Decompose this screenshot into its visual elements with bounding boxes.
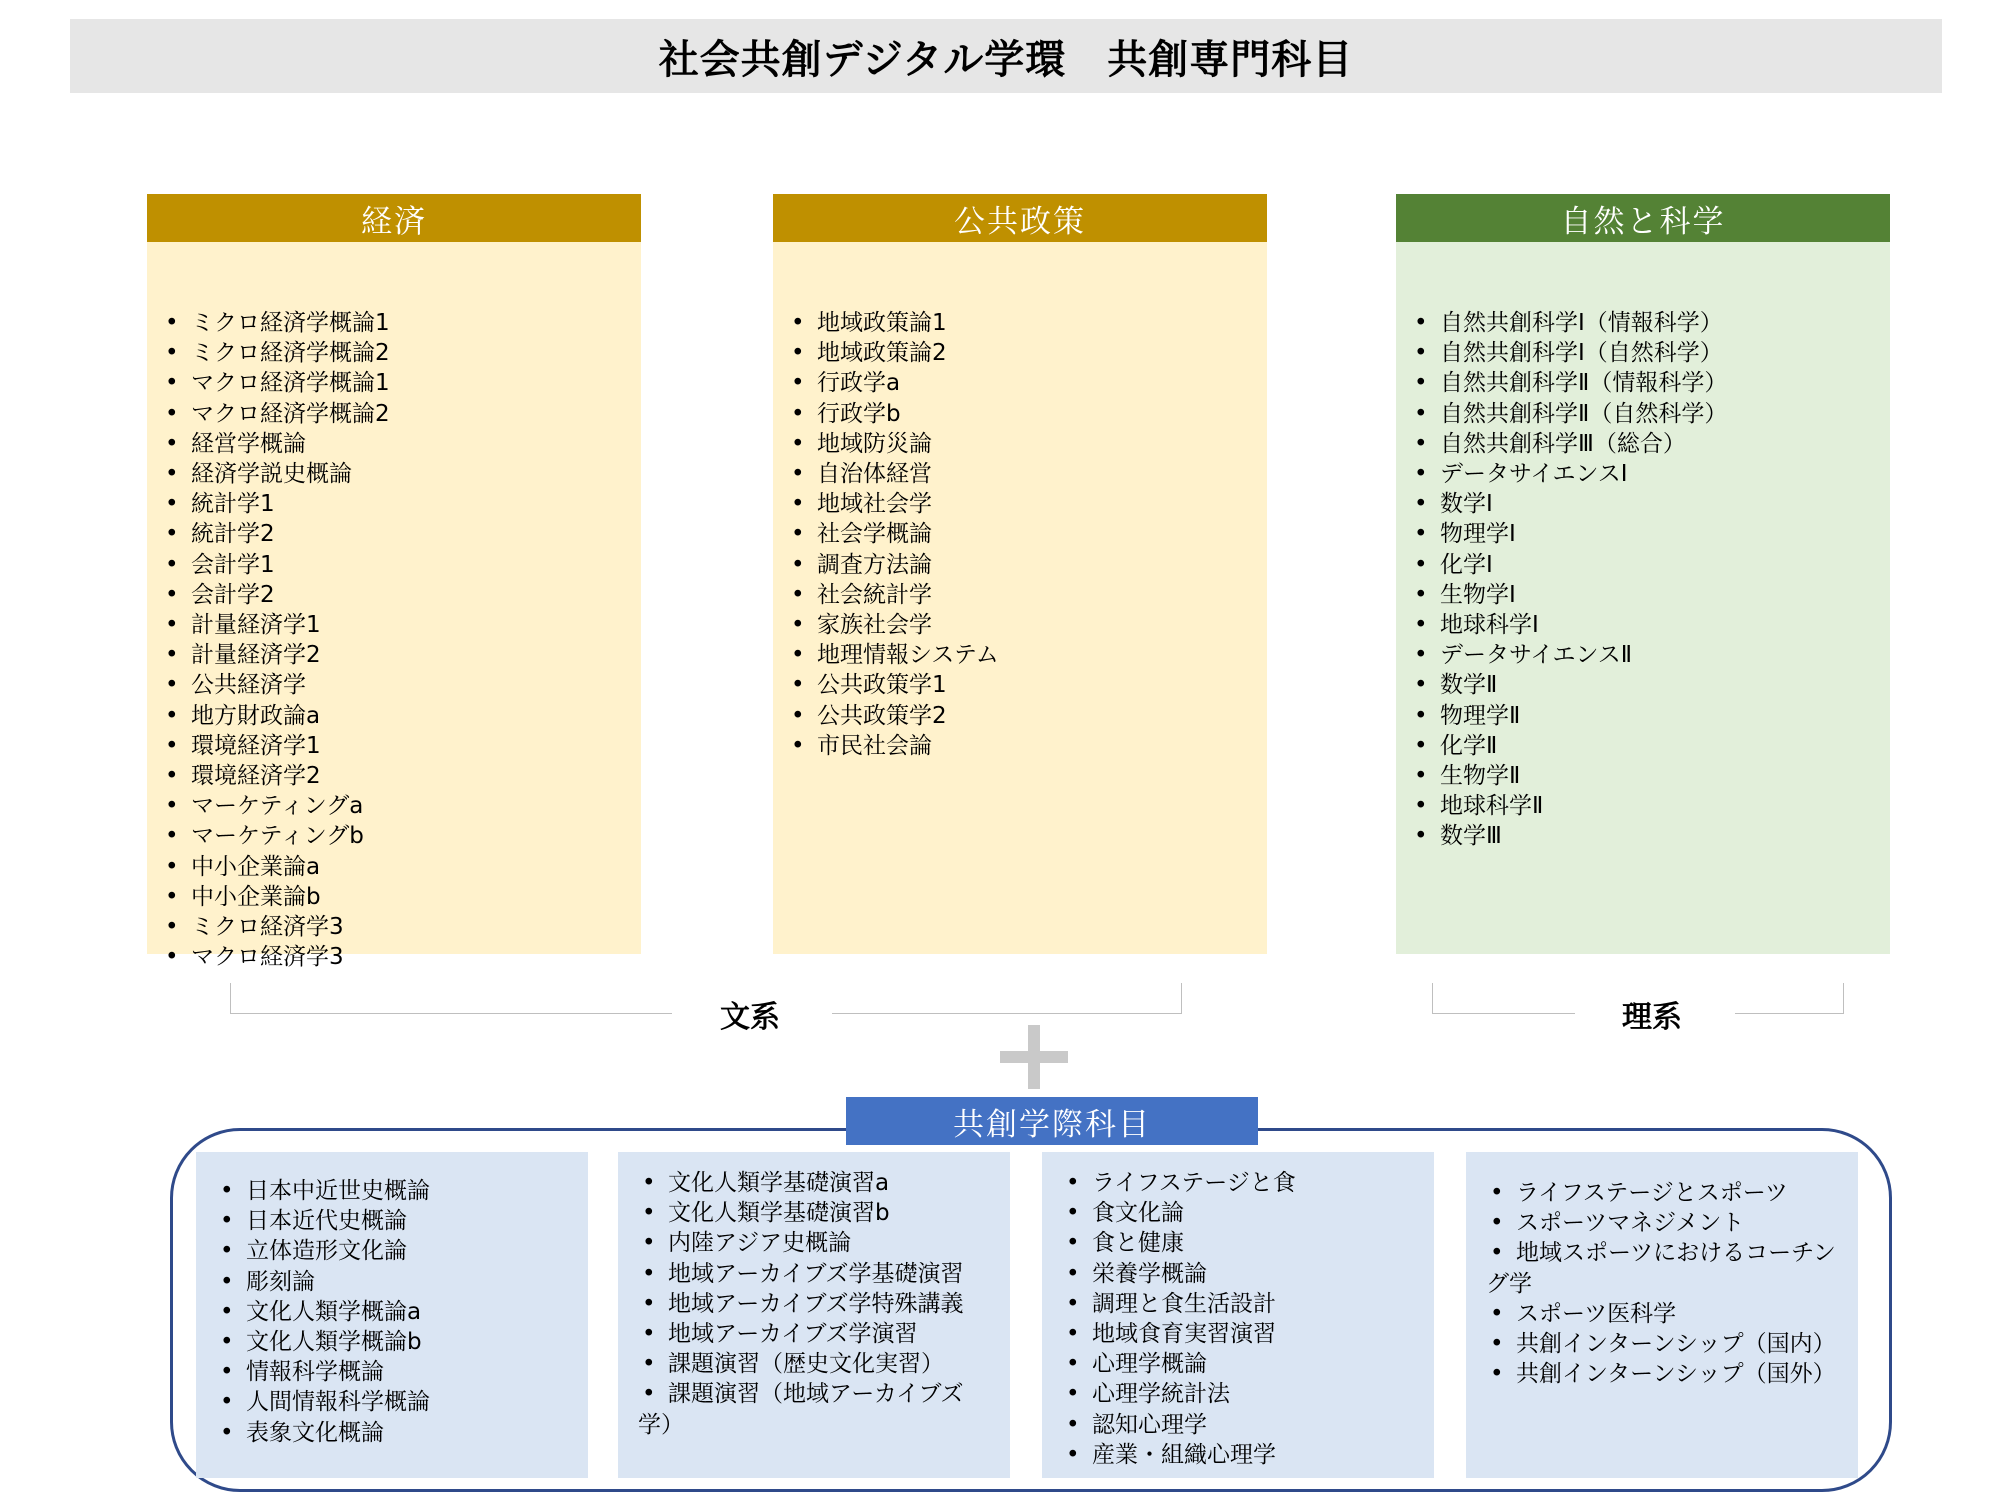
list-item: • 地球科学Ⅰ — [1410, 610, 1890, 640]
bunkei-label: 文系 — [720, 1000, 780, 1035]
panel-shizen-list — [1410, 308, 1890, 852]
list-item: • マクロ経済学概論1 — [161, 368, 641, 398]
list-item: • 生物学Ⅰ — [1410, 580, 1890, 610]
list-item: • 自然共創科学Ⅰ（情報科学） — [1410, 308, 1890, 338]
list-item: • 彫刻論 — [216, 1267, 574, 1297]
list-item: • 化学Ⅰ — [1410, 550, 1890, 580]
list-item: • 地域アーカイブズ学基礎演習 — [638, 1259, 996, 1289]
list-item: • 中小企業論b — [161, 882, 641, 912]
panel-kokyo-body — [773, 242, 1267, 954]
list-item: • 数学Ⅲ — [1410, 821, 1890, 851]
list-item: • 内陸アジア史概論 — [638, 1228, 996, 1258]
list-item: • 会計学1 — [161, 550, 641, 580]
title-bar — [70, 19, 1942, 93]
list-item: • 文化人類学概論b — [216, 1327, 574, 1357]
list-item: • 地域アーカイブズ学特殊講義 — [638, 1289, 996, 1319]
list-item: • 課題演習（歴史文化実習） — [638, 1349, 996, 1379]
list-item: • 地域政策論1 — [787, 308, 1267, 338]
list-item: • マクロ経済学3 — [161, 942, 641, 972]
list-item: • 中小企業論a — [161, 852, 641, 882]
list-item: • 地球科学Ⅱ — [1410, 791, 1890, 821]
list-item: • 行政学b — [787, 399, 1267, 429]
panel-kokyo-header: 公共政策 — [773, 194, 1267, 242]
panel-keizai-list — [161, 308, 641, 972]
panel-keizai-body — [147, 242, 641, 971]
list-item: • 調査方法論 — [787, 550, 1267, 580]
list-item: • 家族社会学 — [787, 610, 1267, 640]
list-item: • 数学Ⅱ — [1410, 670, 1890, 700]
list-item: • 日本中近世史概論 — [216, 1176, 574, 1206]
list-item: • 経営学概論 — [161, 429, 641, 459]
list-item: • 統計学1 — [161, 489, 641, 519]
list-item: • 立体造形文化論 — [216, 1236, 574, 1266]
list-item: • ライフステージとスポーツ — [1486, 1178, 1844, 1208]
list-item: • 自然共創科学Ⅱ（自然科学） — [1410, 399, 1890, 429]
list-item: • 数学Ⅰ — [1410, 489, 1890, 519]
list-item: • 心理学統計法 — [1062, 1379, 1420, 1409]
list-item: • 心理学概論 — [1062, 1349, 1420, 1379]
list-item: • 情報科学概論 — [216, 1357, 574, 1387]
list-item: • データサイエンスⅡ — [1410, 640, 1890, 670]
list-item: • 地域スポーツにおけるコーチング学 — [1486, 1238, 1844, 1298]
list-item: • 文化人類学基礎演習b — [638, 1198, 996, 1228]
panel-keizai-header: 経済 — [147, 194, 641, 242]
list-item: • 生物学Ⅱ — [1410, 761, 1890, 791]
list-item: • 食文化論 — [1062, 1198, 1420, 1228]
panel-shizen-header: 自然と科学 — [1396, 194, 1890, 242]
list-item: • 地域アーカイブズ学演習 — [638, 1319, 996, 1349]
list-item: • 会計学2 — [161, 580, 641, 610]
list-item: • ミクロ経済学概論1 — [161, 308, 641, 338]
interdisciplinary-list-2 — [638, 1168, 996, 1440]
interdisciplinary-column-2 — [618, 1152, 1010, 1478]
interdisciplinary-column-1 — [196, 1152, 588, 1478]
list-item: • 地域食育実習演習 — [1062, 1319, 1420, 1349]
interdisciplinary-column-3 — [1042, 1152, 1434, 1478]
list-item: • 文化人類学基礎演習a — [638, 1168, 996, 1198]
list-item: • 地域防災論 — [787, 429, 1267, 459]
panel-kokyo — [773, 194, 1267, 954]
list-item: • 課題演習（地域アーカイブズ学） — [638, 1379, 996, 1439]
list-item: • 公共政策学2 — [787, 701, 1267, 731]
list-item: • スポーツマネジメント — [1486, 1208, 1844, 1238]
list-item: • 共創インターンシップ（国内） — [1486, 1329, 1844, 1359]
list-item: • 地理情報システム — [787, 640, 1267, 670]
list-item: • 社会学概論 — [787, 519, 1267, 549]
interdisciplinary-header: 共創学際科目 — [846, 1097, 1258, 1145]
page-title: 社会共創デジタル学環 共創専門科目 — [658, 36, 1354, 83]
list-item: • 文化人類学概論a — [216, 1297, 574, 1327]
list-item: • 環境経済学2 — [161, 761, 641, 791]
list-item: • データサイエンスⅠ — [1410, 459, 1890, 489]
panel-kokyo-list — [787, 308, 1267, 761]
list-item: • マーケティングa — [161, 791, 641, 821]
interdisciplinary-list-3 — [1062, 1168, 1420, 1470]
list-item: • 行政学a — [787, 368, 1267, 398]
list-item: • 物理学Ⅰ — [1410, 519, 1890, 549]
list-item: • マクロ経済学概論2 — [161, 399, 641, 429]
list-item: • 経済学説史概論 — [161, 459, 641, 489]
list-item: • 自然共創科学Ⅱ（情報科学） — [1410, 368, 1890, 398]
list-item: • ライフステージと食 — [1062, 1168, 1420, 1198]
list-item: • 自治体経営 — [787, 459, 1267, 489]
panel-keizai — [147, 194, 641, 971]
list-item: • 市民社会論 — [787, 731, 1267, 761]
list-item: • 栄養学概論 — [1062, 1259, 1420, 1289]
list-item: • 環境経済学1 — [161, 731, 641, 761]
list-item: • 表象文化概論 — [216, 1418, 574, 1448]
list-item: • スポーツ医科学 — [1486, 1299, 1844, 1329]
list-item: • 公共経済学 — [161, 670, 641, 700]
panel-shizen — [1396, 194, 1890, 954]
list-item: • ミクロ経済学3 — [161, 912, 641, 942]
list-item: • 食と健康 — [1062, 1228, 1420, 1258]
list-item: • 自然共創科学Ⅲ（総合） — [1410, 429, 1890, 459]
list-item: • 産業・組織心理学 — [1062, 1440, 1420, 1470]
interdisciplinary-column-4 — [1466, 1152, 1858, 1478]
plus-icon — [1000, 1025, 1068, 1089]
list-item: • 認知心理学 — [1062, 1410, 1420, 1440]
list-item: • 人間情報科学概論 — [216, 1387, 574, 1417]
list-item: • 地域社会学 — [787, 489, 1267, 519]
list-item: • 地方財政論a — [161, 701, 641, 731]
list-item: • 共創インターンシップ（国外） — [1486, 1359, 1844, 1389]
list-item: • 社会統計学 — [787, 580, 1267, 610]
list-item: • マーケティングb — [161, 821, 641, 851]
list-item: • 統計学2 — [161, 519, 641, 549]
list-item: • 日本近代史概論 — [216, 1206, 574, 1236]
list-item: • ミクロ経済学概論2 — [161, 338, 641, 368]
list-item: • 調理と食生活設計 — [1062, 1289, 1420, 1319]
list-item: • 計量経済学2 — [161, 640, 641, 670]
panel-shizen-body — [1396, 242, 1890, 954]
list-item: • 計量経済学1 — [161, 610, 641, 640]
interdisciplinary-list-1 — [216, 1176, 574, 1448]
list-item: • 地域政策論2 — [787, 338, 1267, 368]
interdisciplinary-list-4 — [1486, 1178, 1844, 1389]
list-item: • 公共政策学1 — [787, 670, 1267, 700]
rikei-label: 理系 — [1622, 1000, 1682, 1035]
list-item: • 化学Ⅱ — [1410, 731, 1890, 761]
list-item: • 物理学Ⅱ — [1410, 701, 1890, 731]
list-item: • 自然共創科学Ⅰ（自然科学） — [1410, 338, 1890, 368]
